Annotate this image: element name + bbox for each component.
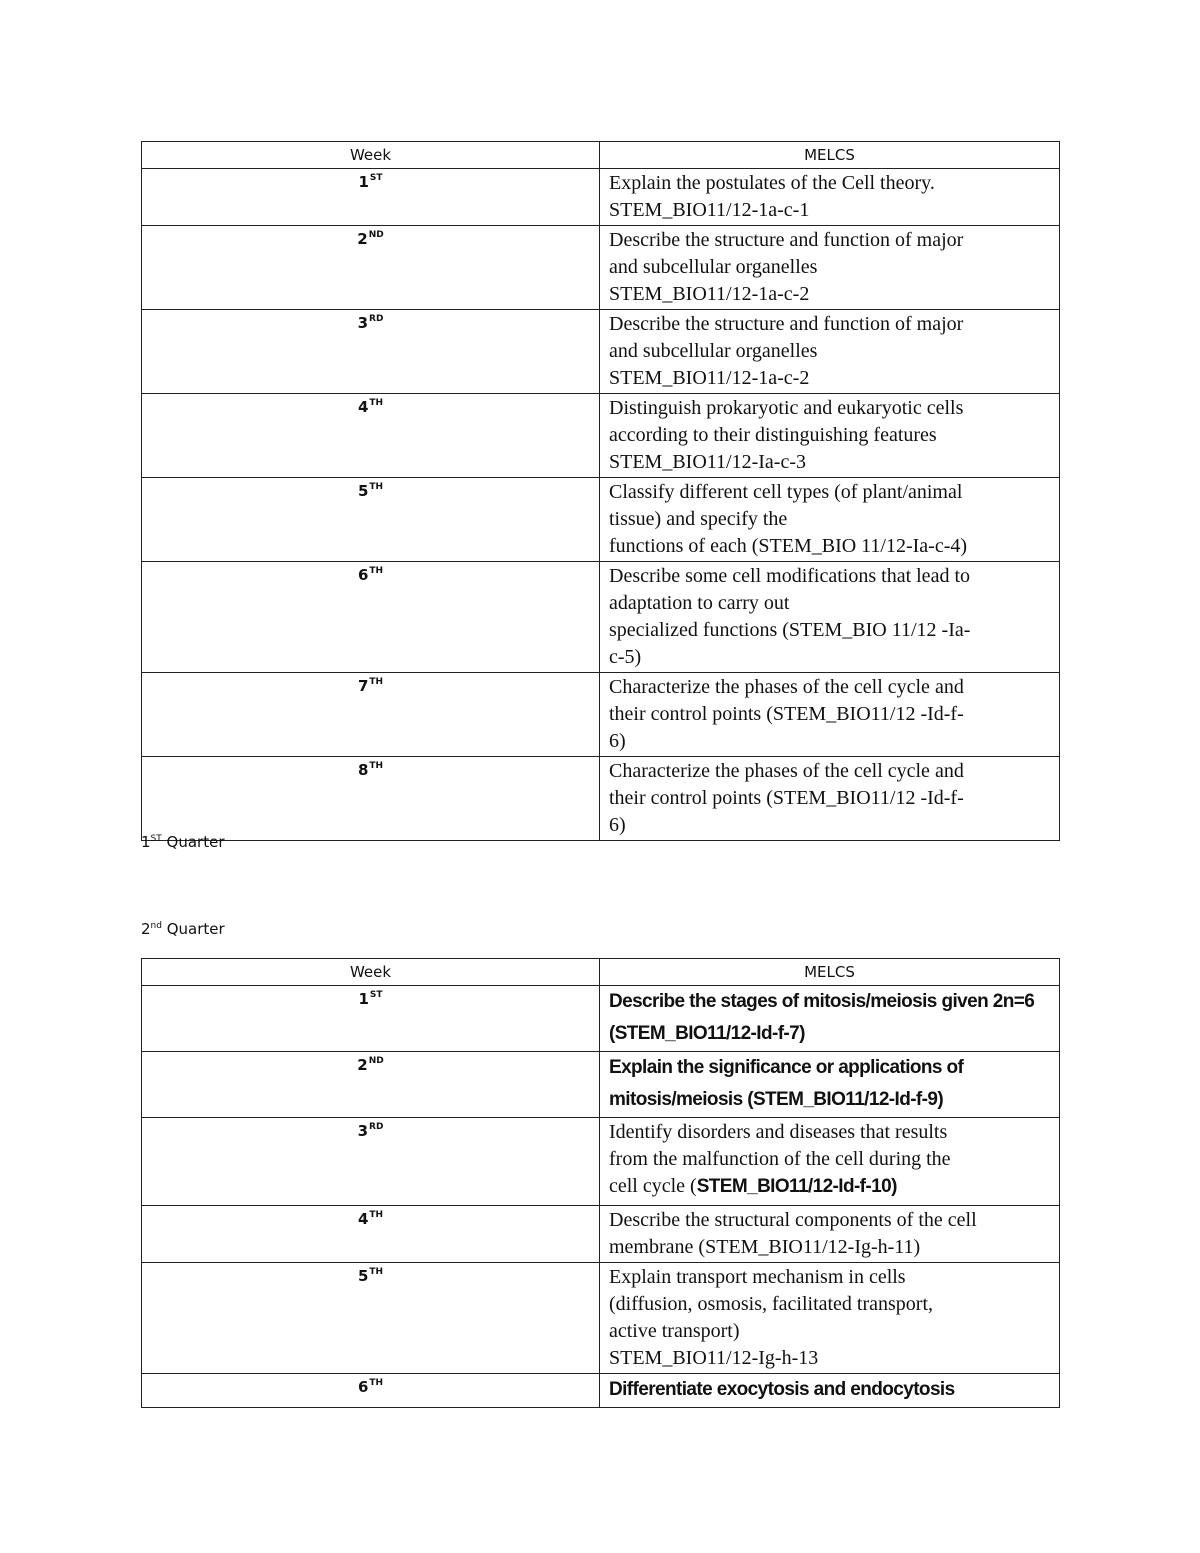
week-number: 5 <box>357 482 369 500</box>
week-number: 3 <box>357 314 369 332</box>
week-number: 5 <box>357 1267 369 1285</box>
week-ordinal: ST <box>369 173 383 183</box>
melc-cell: Characterize the phases of the cell cycle and their control points (STEM_BIO11/12 -Id-f- 6) <box>600 757 1060 841</box>
table-row <box>142 986 1060 1052</box>
week-number: 4 <box>357 398 369 416</box>
table-row <box>142 673 1060 757</box>
table-row <box>142 1374 1060 1408</box>
week-ordinal: TH <box>369 566 384 576</box>
table-row <box>142 1118 1060 1206</box>
melc-cell: Characterize the phases of the cell cycle and their control points (STEM_BIO11/12 -Id-f- 6) <box>600 673 1060 757</box>
quarter-2-table <box>141 958 1060 1408</box>
melcs-header: MELCS <box>600 142 1060 169</box>
table-row <box>142 562 1060 673</box>
week-cell <box>142 673 600 757</box>
week-number: 3 <box>357 1122 369 1140</box>
table-row <box>142 1263 1060 1374</box>
melc-cell <box>600 1118 1060 1206</box>
week-cell <box>142 169 600 226</box>
table-row <box>142 394 1060 478</box>
melc-cell: Describe the structure and function of major and subcellular organelles STEM_BIO11/12-1a-c-2 <box>600 310 1060 394</box>
week-header: Week <box>142 142 600 169</box>
quarter-1-table <box>141 141 1060 841</box>
week-number: 1 <box>358 990 369 1008</box>
week-ordinal: ST <box>369 990 383 1000</box>
week-number: 4 <box>357 1210 369 1228</box>
week-number: 2 <box>357 230 368 248</box>
quarter-2-label: 2nd Quarter <box>141 920 225 938</box>
melc-cell: Explain the significance or applications of mitosis/meiosis (STEM_BIO11/12-Id-f-9) <box>600 1052 1060 1118</box>
melc-cell: Distinguish prokaryotic and eukaryotic cells according to their distinguishing features STEM_BIO11/12-Ia-c-3 <box>600 394 1060 478</box>
week-ordinal: TH <box>369 1210 384 1220</box>
week-number: 8 <box>357 761 369 779</box>
melc-code: STEM_BIO11/12-Id-f-10) <box>696 1176 897 1197</box>
melcs-header: MELCS <box>600 959 1060 986</box>
week-cell <box>142 562 600 673</box>
week-number: 7 <box>357 677 369 695</box>
week-cell <box>142 394 600 478</box>
week-cell <box>142 226 600 310</box>
table-header-row <box>142 142 1060 169</box>
melc-cell: Describe the structure and function of major and subcellular organelles STEM_BIO11/12-1a-c-2 <box>600 226 1060 310</box>
week-ordinal: ND <box>368 230 384 240</box>
melc-text: Identify disorders and diseases that results from the malfunction of the cell during the cell cycle ( <box>609 1121 951 1197</box>
week-cell <box>142 1263 600 1374</box>
table-row <box>142 169 1060 226</box>
week-ordinal: RD <box>369 314 384 324</box>
table-row <box>142 310 1060 394</box>
week-number: 1 <box>358 173 369 191</box>
week-header: Week <box>142 959 600 986</box>
melc-cell: Differentiate exocytosis and endocytosis <box>600 1374 1060 1408</box>
table-row <box>142 226 1060 310</box>
melc-cell: Describe the stages of mitosis/meiosis given 2n=6 (STEM_BIO11/12-Id-f-7) <box>600 986 1060 1052</box>
week-number: 6 <box>357 1378 369 1396</box>
week-cell <box>142 757 600 841</box>
week-number: 6 <box>357 566 369 584</box>
table-row <box>142 478 1060 562</box>
melc-cell: Explain transport mechanism in cells (diffusion, osmosis, facilitated transport, active transport) STEM_BIO11/12-Ig-h-13 <box>600 1263 1060 1374</box>
table-row <box>142 1052 1060 1118</box>
melc-cell: Explain the postulates of the Cell theory. STEM_BIO11/12-1a-c-1 <box>600 169 1060 226</box>
week-cell <box>142 1052 600 1118</box>
week-cell <box>142 310 600 394</box>
melc-cell: Describe the structural components of the cell membrane (STEM_BIO11/12-Ig-h-11) <box>600 1206 1060 1263</box>
table-row <box>142 757 1060 841</box>
week-ordinal: TH <box>369 1378 384 1388</box>
week-cell <box>142 478 600 562</box>
week-cell <box>142 1206 600 1263</box>
week-ordinal: TH <box>369 1267 384 1277</box>
week-cell <box>142 1374 600 1408</box>
week-ordinal: TH <box>369 398 384 408</box>
table-header-row <box>142 959 1060 986</box>
week-ordinal: TH <box>369 482 384 492</box>
melc-cell: Describe some cell modifications that lead to adaptation to carry out specialized functions (STEM_BIO 11/12 -Ia- c-5) <box>600 562 1060 673</box>
melc-cell: Classify different cell types (of plant/animal tissue) and specify the functions of each (STEM_BIO 11/12-Ia-c-4) <box>600 478 1060 562</box>
table-row <box>142 1206 1060 1263</box>
week-ordinal: TH <box>369 761 384 771</box>
week-cell <box>142 986 600 1052</box>
week-cell <box>142 1118 600 1206</box>
week-ordinal: TH <box>369 677 384 687</box>
week-number: 2 <box>357 1056 368 1074</box>
week-ordinal: RD <box>369 1122 384 1132</box>
week-ordinal: ND <box>368 1056 384 1066</box>
quarter-1-label: 1ST Quarter <box>141 833 225 851</box>
